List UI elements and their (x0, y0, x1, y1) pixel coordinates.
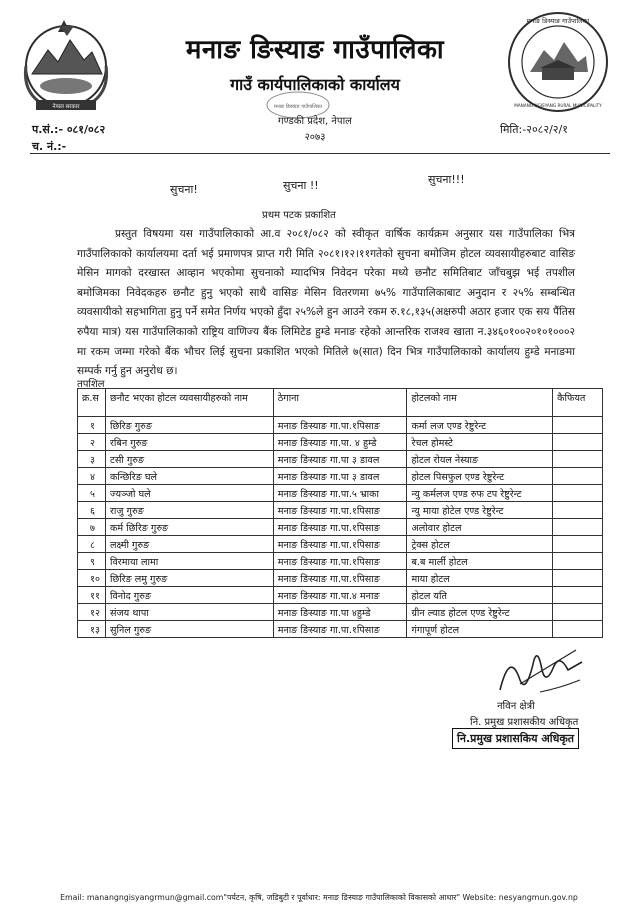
cell-serial: ८ (78, 536, 106, 553)
table-row (78, 604, 603, 621)
cell-name: सुनिल गुरुङ (105, 621, 273, 638)
cell-remarks (553, 570, 603, 587)
table-row (78, 485, 603, 502)
cell-remarks (553, 485, 603, 502)
notice-body: प्रस्तुत विषयमा यस गाउँपालिकाको आ.व २०८१/०८२ को स्वीकृत वार्षिक कार्यक्रम अनुसार यस गाउँपालिका भित्र गाउँपालिकाको कार्यालयमा दर्ता भई प्रमाणपत्र प्राप्त गरी मिति २०८१।१२।११गतेको सुचना बमोजिम होटल व्यवसायीहरुबाट वासिङ मेसिन मागको दरखास्त आव्हान भएकोमा सुचनाको म्यादभित्र निवेदन परेका मध्ये छनौट समितिबाट जाँचबुझ भई तपशील बमोजिमका निवेदकहरु छनौट हुनु भएको साथै वासिङ मेसिन वितरणमा ७५% गाउँपालिकाबाट अनुदान र २५% सम्बन्धित व्यवसायीको सहभागिता हुनु पर्ने समेत निर्णय भएको हुँदा २५%ले हुन आउने रकम रु.१८,१३५(अक्षरुपी अठार हजार एक सय पैंतिस रुपैया मात्र) यस गाउँपालिकाको राष्ट्रिय वाणिज्य बैंक लिमिटेड हुम्डे मनाङ रहेको आन्तरिक राजश्व खाता न.३४६०१००२०१०१०००२ मा रकम जम्मा गरेको बैंक भौचर लिई सुचना प्रकाशित भएको मितिले ७(सात) दिन भित्र गाउँपालिकाको कार्यालय हुम्डे मनाङमा सम्पर्क गर्नु हुन अनुरोध छ। (77, 228, 575, 378)
cell-hotel: कर्मा लज एण्ड रेष्टुरेन्ट (407, 417, 553, 434)
cell-serial: २ (78, 434, 106, 451)
cell-remarks (553, 536, 603, 553)
cell-hotel: न्यु माया होटेल एण्ड रेष्टुरेन्ट (407, 502, 553, 519)
cell-address: मनाङ ङिस्याङ गा.पा ३ डावल (273, 468, 407, 485)
notice-heading-2: सुचना !! (283, 179, 319, 192)
header-divider (30, 153, 610, 154)
selected-hotels-table (77, 388, 603, 638)
cell-name: रबिन गुरुङ (105, 434, 273, 451)
cell-serial: ११ (78, 587, 106, 604)
cell-hotel: गंगापूर्ण होटल (407, 621, 553, 638)
cell-serial: १२ (78, 604, 106, 621)
municipality-seal-icon (506, 10, 610, 114)
cell-address: मनाङ ङिस्याङ गा.पा ४हुम्डे (273, 604, 407, 621)
seal-title: मनाङ ङिस्याङ गाउँपालिका (526, 17, 590, 25)
cell-name: राजु गुरुङ (105, 502, 273, 519)
cell-remarks (553, 587, 603, 604)
cell-address: मनाङ ङिस्याङ गा.पा.१पिसाङ (273, 417, 407, 434)
cell-hotel: न्यु कर्मलज एण्ड रुफ टप रेष्टुरेन्ट (407, 485, 553, 502)
table-row (78, 587, 603, 604)
cell-address: मनाङ ङिस्याङ गा.पा.५ भ्राका (273, 485, 407, 502)
notice-heading-1: सुचना! (170, 183, 198, 196)
annex-label: तपशिल (77, 379, 105, 390)
cell-serial: ४ (78, 468, 106, 485)
emblem-caption: नेपाल सरकार (52, 104, 80, 110)
header-serial: क्र.स (78, 389, 106, 417)
cell-hotel: ब.ब मार्ली होटल (407, 553, 553, 570)
cell-hotel: अलोवार होटल (407, 519, 553, 536)
cell-serial: १० (78, 570, 106, 587)
cell-remarks (553, 604, 603, 621)
table-row (78, 621, 603, 638)
signature-scribble (490, 640, 590, 700)
cell-name: छिरिङ गुरुङ (105, 417, 273, 434)
table-row (78, 570, 603, 587)
cell-address: मनाङ ङिस्याङ गा.पा.१पिसाङ (273, 621, 407, 638)
cell-address: मनाङ ङिस्याङ गा.पा.१पिसाङ (273, 519, 407, 536)
cell-name: कर्म छिरिङ गुरुङ (105, 519, 273, 536)
cell-hotel: ग्रीन ल्याड होटल एण्ड रेष्टुरेन्ट (407, 604, 553, 621)
header-hotel: होटलको नाम (407, 389, 553, 417)
cell-name: संजय थापा (105, 604, 273, 621)
notice-heading-3: सुचना!!! (428, 173, 465, 186)
table-row (78, 451, 603, 468)
cell-serial: १३ (78, 621, 106, 638)
header-address: ठेगाना (273, 389, 407, 417)
cell-serial: ३ (78, 451, 106, 468)
cell-address: मनाङ ङिस्याङ गा.पा.१पिसाङ (273, 536, 407, 553)
cell-hotel: होटल पिसफुल एण्ड रेष्टुरेन्ट (407, 468, 553, 485)
cell-serial: ९ (78, 553, 106, 570)
cell-name: कन्छिरिङ घले (105, 468, 273, 485)
signatory-title: नि. प्रमुख प्रशासकीय अधिकृत (470, 717, 579, 728)
cell-remarks (553, 451, 603, 468)
cell-serial: ५ (78, 485, 106, 502)
table-row (78, 553, 603, 570)
cell-remarks (553, 621, 603, 638)
table-header-row (78, 389, 603, 417)
cell-address: मनाङ ङिस्याङ गा.पा.१पिसाङ (273, 570, 407, 587)
cell-name: छिरिङ लमु गुरुङ (105, 570, 273, 587)
reference-number: प.सं.:- ०८१/०८२ (32, 123, 106, 136)
dispatch-number: च. नं.:- (32, 140, 67, 153)
first-publication-label: प्रथम पटक प्रकाशित (262, 210, 336, 221)
cell-address: मनाङ ङिस्याङ गा.पा ३ डावल (273, 451, 407, 468)
table-row (78, 468, 603, 485)
cell-address: मनाङ ङिस्याङ गा.पा. ४ हुम्डे (273, 434, 407, 451)
table-row (78, 434, 603, 451)
table-body (78, 417, 603, 638)
cell-hotel: होटल यति (407, 587, 553, 604)
nepal-emblem-icon (18, 14, 114, 114)
cell-name: लक्ष्मी गुरुङ (105, 536, 273, 553)
stamp-overlay-text: मनाङ ङिस्याङ गाउँपालिका (273, 104, 323, 110)
cell-remarks (553, 502, 603, 519)
cell-remarks (553, 468, 603, 485)
letter-date: मिति:-२०८२/२/१ (500, 123, 568, 136)
cell-name: विरमाया लामा (105, 553, 273, 570)
header-remarks: कैफियत (553, 389, 603, 417)
cell-remarks (553, 434, 603, 451)
cell-serial: ६ (78, 502, 106, 519)
table-row (78, 519, 603, 536)
footer-contact: Email: manangngisyangrmun@gmail.com"पर्यटन, कृषि, जडिबुटी र पूर्वाधार: मनाङ ङिस्याङ गाउँपालिकाको विकासको आधार" Website: nesyangmun.gov.np (60, 893, 578, 902)
cell-address: मनाङ ङिस्याङ गा.पा.१पिसाङ (273, 502, 407, 519)
cell-hotel: ट्रेक्स होटल (407, 536, 553, 553)
table-row (78, 502, 603, 519)
cell-serial: ७ (78, 519, 106, 536)
office-address: गण्डकी प्रदेश, नेपाल (278, 116, 352, 127)
seal-caption: MANANG NGISYANG RURAL MUNICIPALITY (514, 103, 602, 108)
signatory-name: नविन क्षेत्री (497, 701, 535, 712)
cell-remarks (553, 417, 603, 434)
table-row (78, 417, 603, 434)
cell-remarks (553, 519, 603, 536)
cell-name: विनोद गुरुङ (105, 587, 273, 604)
cell-name: ज्यञ्जो घले (105, 485, 273, 502)
cell-name: टसी गुरुङ (105, 451, 273, 468)
office-established-year: २०७३ (304, 132, 326, 143)
header-name: छनौट भएका होटल व्यवसायीहरुको नाम (105, 389, 273, 417)
cell-hotel: माया होटल (407, 570, 553, 587)
cell-address: मनाङ ङिस्याङ गा.पा.१पिसाङ (273, 553, 407, 570)
office-subtitle: गाउँ कार्यपालिकाको कार्यालय (230, 75, 400, 94)
cell-address: मनाङ ङिस्याङ गा.पा.४ मनाङ (273, 587, 407, 604)
signatory-stamp: नि.प्रमुख प्रशासकिय अधिकृत (452, 728, 579, 749)
cell-hotel: होटल रोयल नेस्याङ (407, 451, 553, 468)
office-name: मनाङ ङिस्याङ गाउँपालिका (185, 35, 445, 65)
cell-serial: १ (78, 417, 106, 434)
cell-hotel: रेचल होमस्टे (407, 434, 553, 451)
table-row (78, 536, 603, 553)
cell-remarks (553, 553, 603, 570)
